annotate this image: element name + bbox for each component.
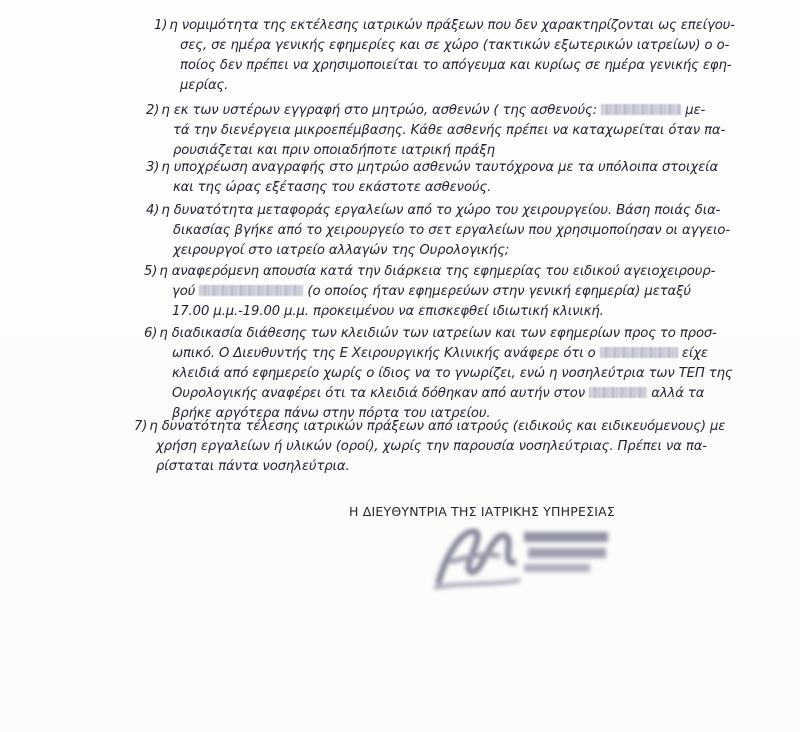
item-line-after: (ο οποίος ήταν εφημερεύων στην γενική εφημερία) μεταξύ (307, 284, 691, 299)
list-item-2 (146, 101, 756, 161)
item-number: 2) (146, 103, 160, 118)
list-item-6 (144, 324, 756, 424)
item-number: 6) (144, 326, 158, 341)
item-number: 3) (146, 160, 160, 175)
item-line: η υποχρέωση αναγραφής στο μητρώο ασθενών ταυτόχρονα με τα υπόλοιπα στοιχεία (161, 160, 719, 175)
item-line: Ουρολογικής αναφέρει ότι τα κλειδιά δόθηκαν από αυτήν στον (172, 386, 586, 401)
item-line: η εκ των υστέρων εγγραφή στο μητρώο, ασθενών ( της ασθενούς: (161, 103, 597, 118)
list-item-5 (144, 262, 756, 322)
item-line: 17.00 μ.μ.-19.00 μ.μ. προκειμένου να επισκεφθεί ιδιωτική κλινική. (172, 304, 604, 319)
list-item-3 (146, 158, 756, 198)
item-number: 1) (154, 18, 168, 33)
redacted-name (600, 347, 678, 358)
blurred-signature-stamp (420, 522, 620, 594)
item-line: η αναφερόμενη απουσία κατά την διάρκεια της εφημερίας του ειδικού αγειοχειρουρ- (159, 264, 716, 279)
redacted-name (199, 285, 303, 296)
item-line: και της ώρας εξέτασης του εκάστοτε ασθενούς. (173, 180, 492, 195)
redacted-name (589, 387, 647, 398)
item-line: γού (172, 284, 196, 299)
item-line: σες, σε ημέρα γενικής εφημερίες και σε χώρο (τακτικών εξωτερικών ιατρείων) ο ο- (180, 38, 730, 53)
item-number: 5) (144, 264, 158, 279)
list-item-7 (134, 417, 756, 477)
list-item-1 (154, 16, 754, 96)
item-line: η διαδικασία διάθεσης των κλειδιών των ιατρείων και των εφημερίων προς το προσ- (159, 326, 717, 341)
item-line: ποίος δεν πρέπει να χρησιμοποιείται το απόγευμα και κυρίως σε ημέρα γενικής εφη- (180, 58, 732, 73)
item-line: ωπικό. Ο Διευθυντής της Ε Χειρουργικής Κλινικής ανάφερε ότι ο (172, 346, 596, 361)
item-line: μερίας. (180, 78, 229, 93)
item-line: δικασίας βγήκε από το χειρουργείο το σετ εργαλείων που χρησιμοποίησαν οι αγγειο- (173, 223, 731, 238)
item-line: ρίσταται πάντα νοσηλεύτρια. (156, 459, 350, 474)
item-line: η νομιμότητα της εκτέλεσης ιατρικών πράξεων που δεν χαρακτηρίζονται ως επείγου- (169, 18, 735, 33)
list-item-4 (146, 201, 756, 261)
item-line-after: με- (685, 103, 706, 118)
item-line: χρήση εργαλείων ή υλικών (οροί), χωρίς την παρουσία νοσηλεύτριας. Πρέπει να πα- (156, 439, 707, 454)
item-line: ρουσιάζεται και πριν οποιαδήποτε ιατρική πράξη (173, 143, 495, 158)
item-line: η δυνατότητα μεταφοράς εργαλείων από το χώρο του χειρουργείου. Βάση ποιάς δια- (161, 203, 721, 218)
item-line: κλειδιά από εφημερείο χωρίς ο ίδιος να το γνωρίζει, ενώ η νοσηλεύτρια των ΤΕΠ της (172, 366, 733, 381)
item-line: η δυνατότητα τέλεσης ιατρικών πράξεων από ιατρούς (ειδικούς και ειδικευόμενους) με (149, 419, 726, 434)
item-line: χειρουργοί στο ιατρείο αλλαγών της Ουρολογικής; (173, 243, 510, 258)
item-line: βρήκε αργότερα πάνω στην πόρτα του ιατρείου. (172, 406, 491, 421)
item-line: τά την διενέργεια μικροεπέμβασης. Κάθε ασθενής πρέπει να καταχωρείται όταν πα- (173, 123, 726, 138)
item-number: 4) (146, 203, 160, 218)
item-number: 7) (134, 419, 148, 434)
signatory-title: Η ΔΙΕΥΘΥΝΤΡΙΑ ΤΗΣ ΙΑΤΡΙΚΗΣ ΥΠΗΡΕΣΙΑΣ (349, 504, 615, 519)
item-line-after: είχε (681, 346, 708, 361)
redacted-name (601, 104, 681, 115)
item-line-after: αλλά τα (651, 386, 705, 401)
